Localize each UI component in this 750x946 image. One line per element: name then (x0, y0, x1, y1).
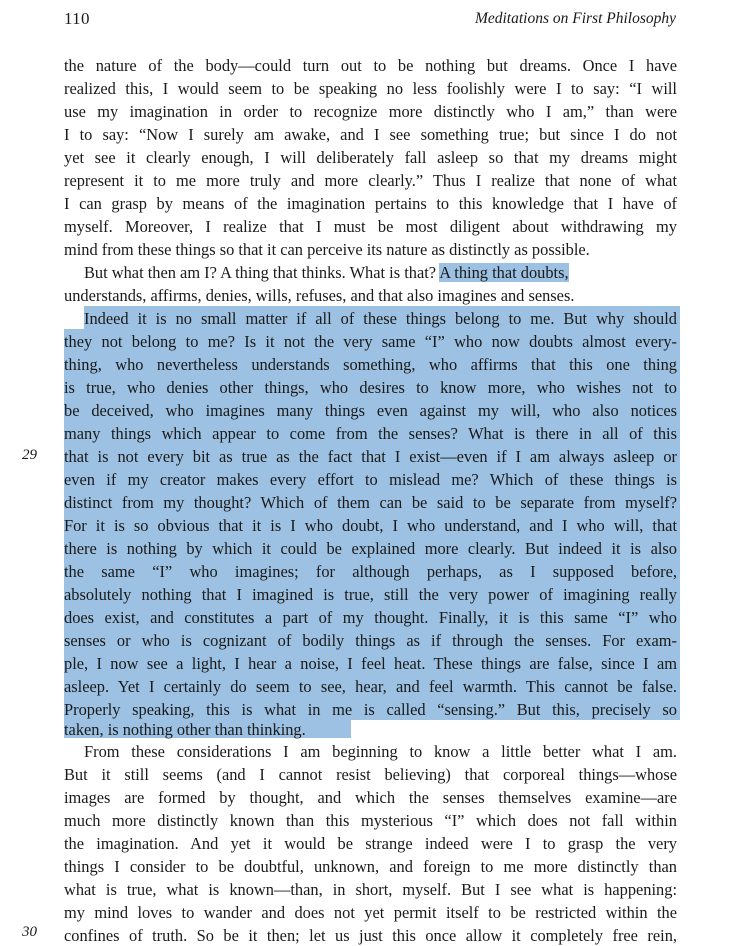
highlighted-line: Properly speaking, this is what in me is called “sensing.” But this, precisely so (64, 700, 677, 719)
text-segment: But what then am I? A thing that thinks. What is that? (84, 263, 437, 282)
text-line: the nature of the body—could turn out to be nothing but dreams. Once I have (64, 56, 677, 75)
highlighted-line: there is nothing by which it could be explained more clearly. But indeed it is also (64, 539, 677, 558)
margin-number: 30 (22, 924, 37, 940)
text-line: mind from these things so that it can perceive its nature as distinctly as possible. (64, 240, 590, 259)
running-head: Meditations on First Philosophy (474, 10, 676, 27)
highlighted-line: distinct from my thought? Which of them can be said to be separate from myself? (64, 493, 677, 512)
highlighted-line: thing, who nevertheless understands something, who affirms that this one thing (64, 355, 677, 374)
highlighted-line: senses or who is cognizant of bodily things as if through the senses. For exam- (64, 631, 677, 650)
text-line: yet see it clearly enough, I will deliberately fall asleep so that my dreams might (64, 148, 677, 167)
highlighted-line: understands, affirms, denies, wills, refuses, and that also imagines and senses. (64, 286, 575, 305)
highlighted-line: asleep. Yet I certainly do seem to see, hear, and feel warmth. This cannot be false. (64, 677, 677, 696)
text-line: what is true, what is known—than, in short, myself. But I see what is happening: (64, 880, 677, 899)
text-line: represent it to me more truly and more clearly.” Thus I realize that none of what (64, 171, 677, 190)
margin-number: 29 (22, 447, 37, 463)
highlighted-line: does exist, and constitutes a part of my thought. Finally, it is this same “I” who (64, 608, 677, 627)
highlighted-line: taken, is nothing other than thinking. (64, 720, 306, 739)
text-line: realized this, I would seem to be speaking no less foolishly were I to say: “I will (64, 79, 677, 98)
highlighted-line: is true, who denies other things, who desires to know more, who wishes not to (64, 378, 677, 397)
highlighted-line: ple, I now see a light, I hear a noise, I feel heat. These things are false, since I am (64, 654, 677, 673)
highlighted-line: the same “I” who imagines; for although perhaps, as I supposed before, (64, 562, 677, 581)
text-line: the imagination. And yet it would be strange indeed were I to grasp the very (64, 834, 677, 853)
text-line (84, 261, 677, 284)
text-line: From these considerations I am beginning to know a little better what I am. (84, 742, 677, 761)
highlighted-line: they not belong to me? Is it not the very same “I” who now doubts almost every- (64, 332, 677, 351)
text-line: images are formed by thought, and which the senses themselves examine—are (64, 788, 677, 807)
highlighted-line: be deceived, who imagines many things even against my will, who also notices (64, 401, 677, 420)
highlighted-line: absolutely nothing that I imagined is true, still the very power of imagining really (64, 585, 677, 604)
text-line: myself. Moreover, I realize that I must be most diligent about withdrawing my (64, 217, 677, 236)
highlighted-line: Indeed it is no small matter if all of these things belong to me. But why should (84, 309, 677, 328)
text-line: I to say: “Now I surely am awake, and I see something true; but since I do not (64, 125, 677, 144)
text-line: But it still seems (and I cannot resist believing) that corporeal things—whose (64, 765, 677, 784)
text-line: use my imagination in order to recognize more distinctly who I am,” than were (64, 102, 677, 121)
highlighted-line: that is not every bit as true as the fact that I exist—even if I am always asleep or (64, 447, 677, 466)
text-line: things I consider to be doubtful, unknown, and foreign to me more distinctly than (64, 857, 677, 876)
text-line: I can grasp by means of the imagination pertains to this knowledge that I have of (64, 194, 677, 213)
highlighted-text: A thing that doubts, (439, 263, 569, 282)
highlighted-line: many things which appear to come from the senses? What is there in all of this (64, 424, 677, 443)
text-line: much more distinctly known than this mysterious “I” which does not fall within (64, 811, 677, 830)
highlighted-line: For it is so obvious that it is I who doubt, I who understand, and I who will, that (64, 516, 677, 535)
page-number: 110 (64, 9, 90, 28)
highlighted-line: even if my creator makes every effort to mislead me? Which of these things is (64, 470, 677, 489)
text-line: my mind loves to wander and does not yet permit itself to be restricted within the (64, 903, 677, 922)
text-line: confines of truth. So be it then; let us just this once allow it completely free rein, (64, 926, 677, 945)
